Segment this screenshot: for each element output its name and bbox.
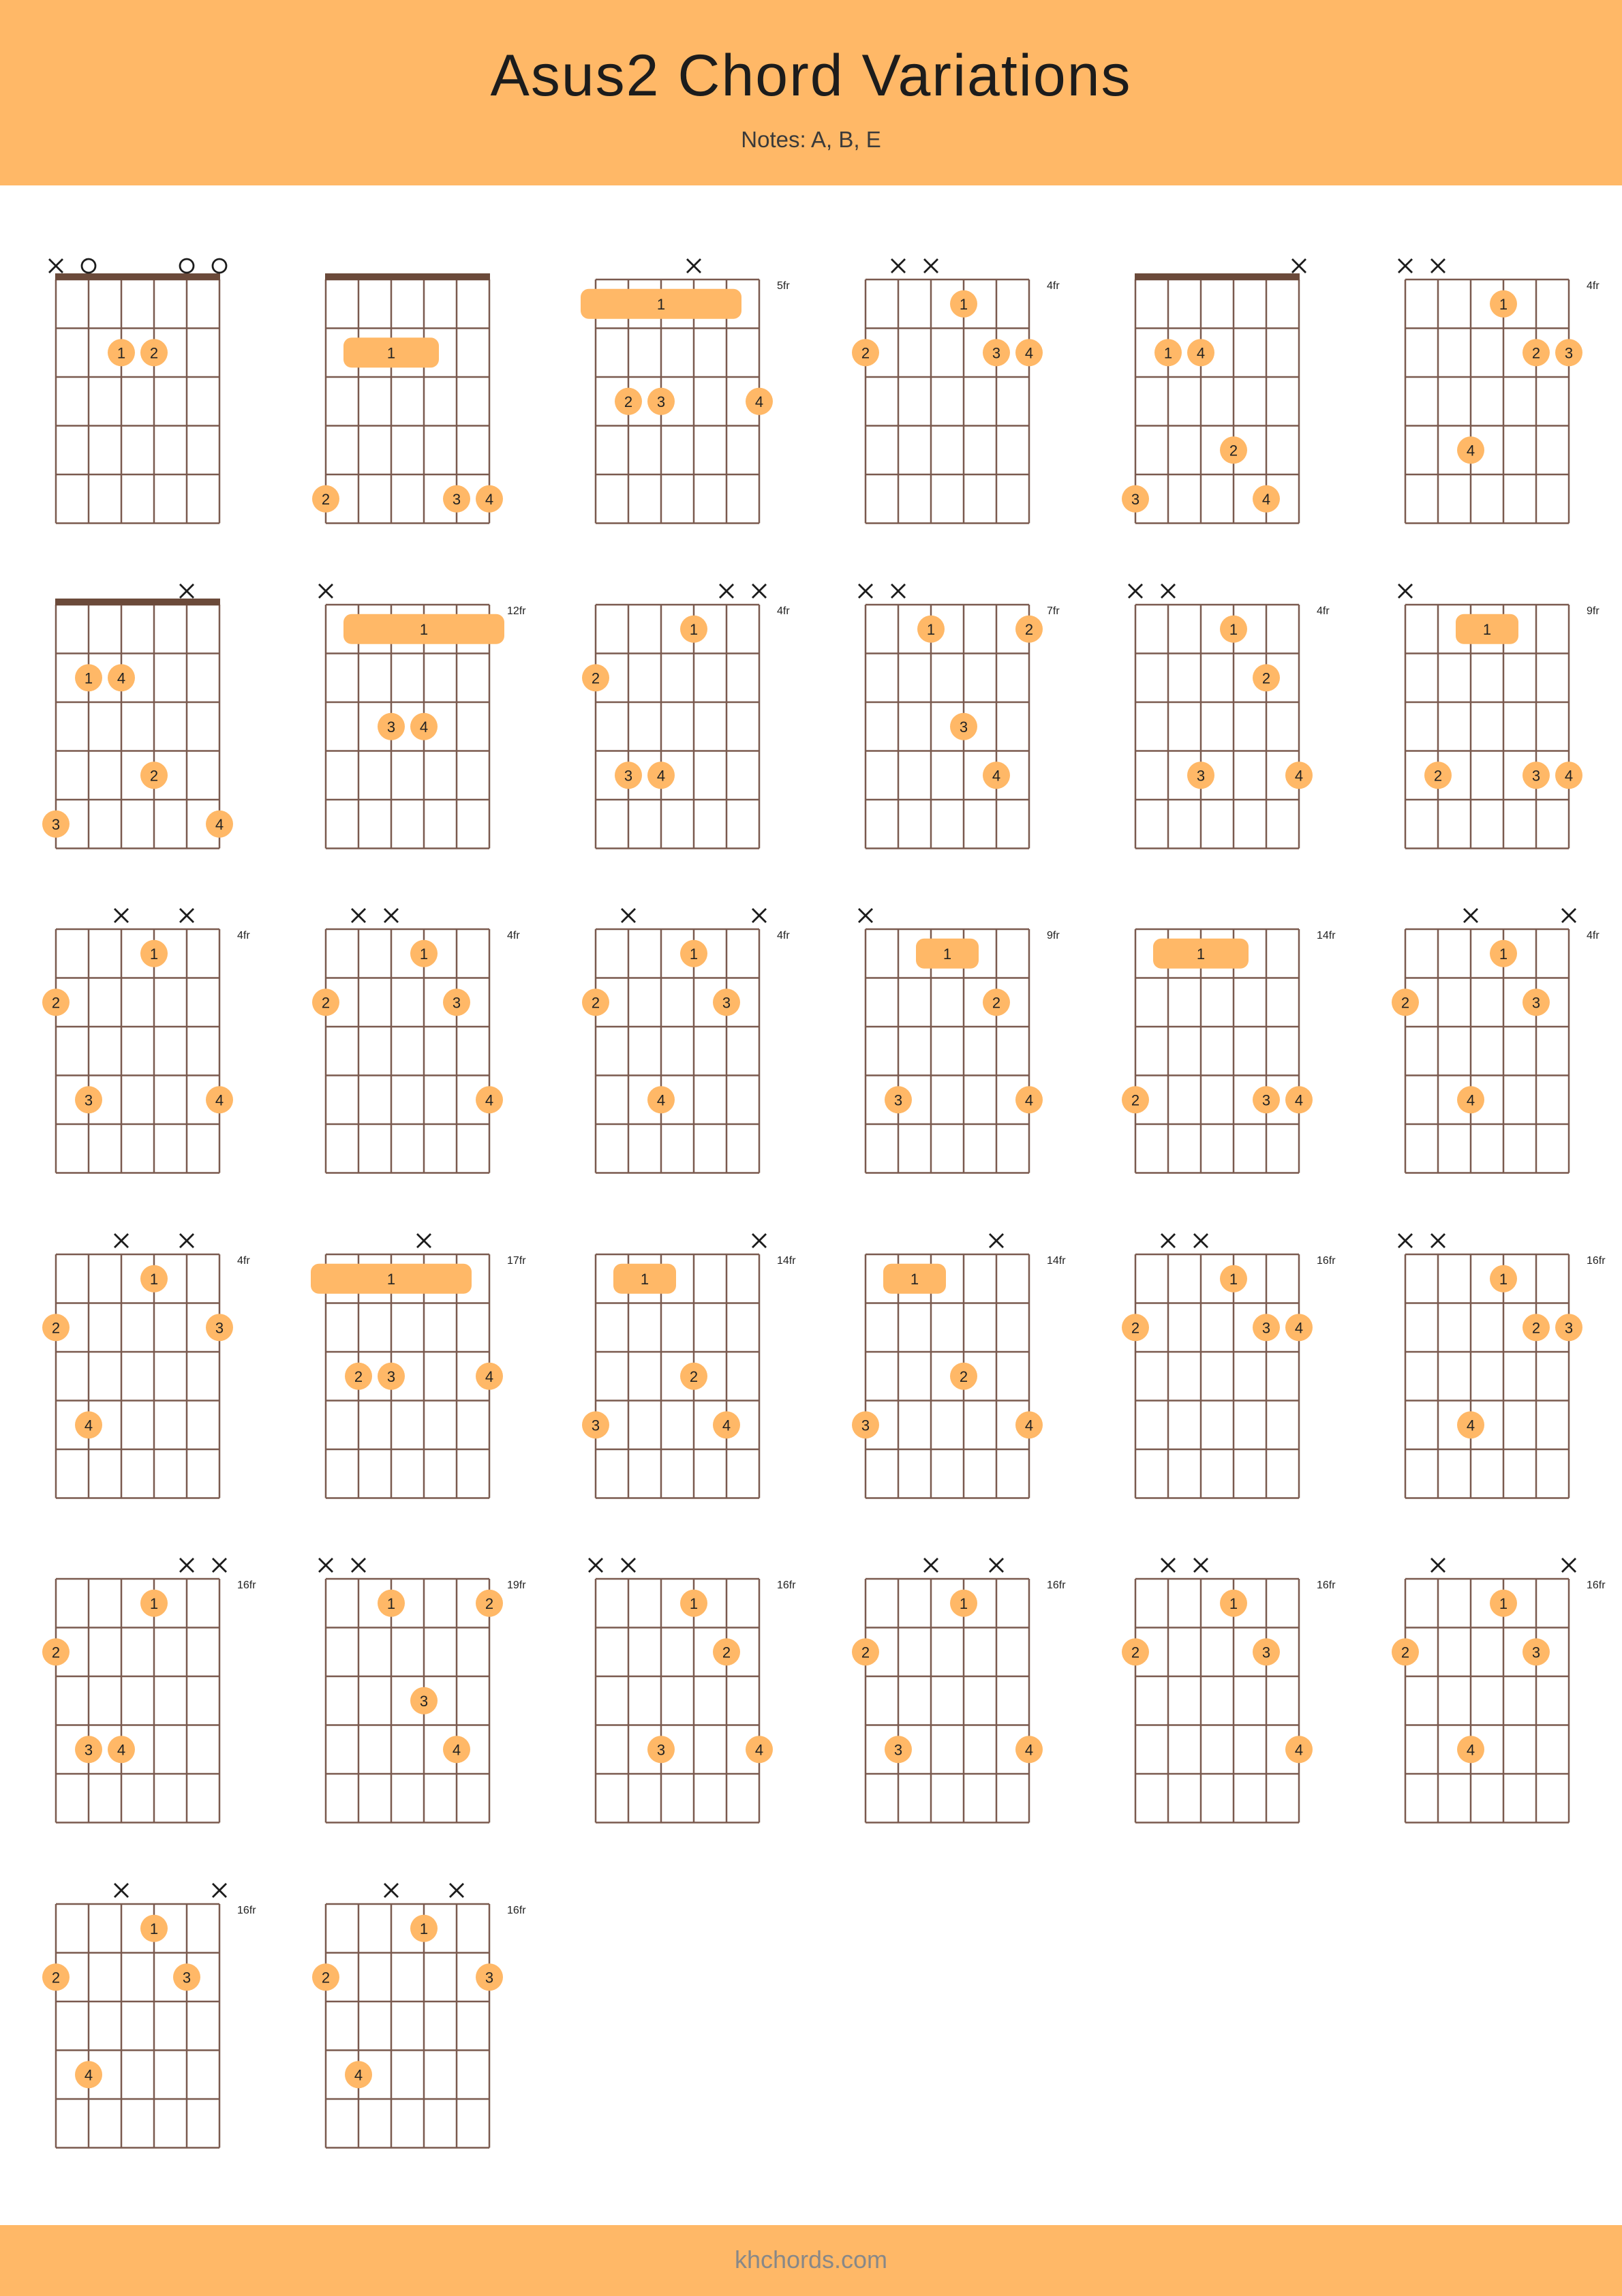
chord-diagram: [319, 584, 526, 849]
chord-diagram: [1122, 1234, 1336, 1498]
finger-number-label: 4: [656, 767, 666, 785]
finger-number-label: 4: [1466, 1741, 1475, 1759]
page-subtitle: Notes: A, B, E: [741, 127, 881, 152]
chord-diagram: [311, 1234, 526, 1498]
chord-diagram: [42, 1558, 256, 1823]
finger-number-label: 1: [117, 344, 126, 362]
finger-number-label: 3: [1261, 1644, 1271, 1661]
finger-number-label: 3: [1261, 1319, 1271, 1337]
chord-diagram: [852, 1558, 1066, 1823]
chord-diagram: [1122, 1558, 1336, 1823]
chord-diagram: [859, 584, 1060, 849]
fret-position-label: 16fr: [237, 1580, 256, 1591]
open-string-mark: [213, 259, 226, 273]
finger-number-label: 2: [722, 1644, 731, 1661]
chord-diagram: [42, 1234, 250, 1498]
chord-diagram: [42, 1884, 256, 2148]
barre-finger-label: 1: [656, 295, 666, 313]
finger-number-label: 4: [656, 1091, 666, 1109]
finger-number-label: 1: [1229, 620, 1238, 638]
fret-position-label: 14fr: [1317, 930, 1336, 941]
finger-number-label: 3: [386, 718, 396, 736]
finger-number-label: 3: [1564, 344, 1574, 362]
finger-number-label: 2: [51, 994, 61, 1012]
finger-number-label: 4: [722, 1417, 731, 1434]
finger-number-label: 1: [959, 295, 968, 313]
finger-number-label: 1: [386, 1595, 396, 1612]
finger-number-label: 3: [215, 1319, 224, 1337]
fret-position-label: 4fr: [1587, 930, 1600, 941]
finger-number-label: 2: [861, 344, 870, 362]
finger-number-label: 2: [624, 393, 633, 410]
fret-position-label: 14fr: [1047, 1255, 1066, 1267]
finger-number-label: 1: [689, 1595, 699, 1612]
chord-diagram: [1122, 929, 1336, 1173]
finger-number-label: 2: [321, 994, 331, 1012]
finger-number-label: 3: [1531, 1644, 1541, 1661]
finger-number-label: 3: [386, 1368, 396, 1385]
fret-position-label: 4fr: [237, 930, 250, 941]
finger-number-label: 2: [1229, 442, 1238, 459]
finger-number-label: 4: [117, 1741, 126, 1759]
finger-number-label: 2: [861, 1644, 870, 1661]
chord-diagram: [42, 584, 233, 849]
finger-number-label: 2: [591, 994, 600, 1012]
finger-number-label: 3: [419, 1692, 429, 1710]
finger-number-label: 3: [84, 1091, 93, 1109]
finger-number-label: 3: [1564, 1319, 1574, 1337]
fret-position-label: 4fr: [237, 1255, 250, 1267]
finger-number-label: 4: [84, 2066, 93, 2084]
finger-number-label: 4: [1294, 1319, 1304, 1337]
finger-number-label: 4: [1024, 344, 1034, 362]
finger-number-label: 2: [321, 1969, 331, 1987]
fret-position-label: 16fr: [1047, 1580, 1066, 1591]
fret-position-label: 16fr: [1317, 1580, 1336, 1591]
finger-number-label: 2: [959, 1368, 968, 1385]
finger-number-label: 3: [992, 344, 1001, 362]
finger-number-label: 2: [149, 767, 159, 785]
fret-position-label: 4fr: [1317, 605, 1330, 617]
barre-finger-label: 1: [386, 1270, 396, 1288]
nut: [1135, 273, 1300, 280]
chord-diagram: [582, 1234, 796, 1498]
page-title: Asus2 Chord Variations: [490, 43, 1132, 108]
fret-position-label: 5fr: [777, 280, 790, 292]
finger-number-label: 4: [84, 1417, 93, 1434]
chord-diagram: [859, 909, 1060, 1173]
finger-number-label: 2: [1401, 994, 1410, 1012]
finger-number-label: 2: [1131, 1091, 1140, 1109]
finger-number-label: 1: [149, 945, 159, 963]
chord-diagram: [1392, 909, 1600, 1173]
fret-position-label: 4fr: [777, 605, 790, 617]
chord-diagram: [852, 1234, 1066, 1498]
finger-number-label: 3: [1531, 767, 1541, 785]
finger-number-label: 4: [754, 393, 764, 410]
finger-number-label: 4: [1466, 1417, 1475, 1434]
open-string-mark: [180, 259, 194, 273]
fret-position-label: 16fr: [1587, 1255, 1606, 1267]
chord-diagram: [312, 273, 503, 524]
finger-number-label: 3: [893, 1741, 903, 1759]
fret-position-label: 19fr: [507, 1580, 526, 1591]
chord-diagram: [312, 1884, 526, 2148]
finger-number-label: 2: [1531, 1319, 1541, 1337]
finger-number-label: 4: [485, 1091, 494, 1109]
chord-diagram: [312, 909, 520, 1173]
finger-number-label: 4: [1294, 1091, 1304, 1109]
finger-number-label: 2: [51, 1644, 61, 1661]
barre-finger-label: 1: [1482, 620, 1492, 638]
chord-diagram: [1398, 584, 1600, 849]
finger-number-label: 2: [51, 1319, 61, 1337]
finger-number-label: 1: [1499, 1270, 1508, 1288]
chord-diagram: [1122, 259, 1306, 524]
chord-diagram: [49, 259, 226, 524]
finger-number-label: 3: [182, 1969, 192, 1987]
finger-number-label: 2: [992, 994, 1001, 1012]
fret-position-label: 16fr: [1317, 1255, 1336, 1267]
footer-banner: [0, 2225, 1622, 2296]
finger-number-label: 3: [84, 1741, 93, 1759]
finger-number-label: 1: [926, 620, 936, 638]
finger-number-label: 3: [893, 1091, 903, 1109]
finger-number-label: 2: [591, 669, 600, 687]
fret-position-label: 17fr: [507, 1255, 526, 1267]
chord-diagram: [582, 909, 790, 1173]
fret-position-label: 16fr: [1587, 1580, 1606, 1591]
finger-number-label: 1: [149, 1595, 159, 1612]
finger-number-label: 3: [1131, 490, 1140, 508]
finger-number-label: 3: [656, 393, 666, 410]
finger-number-label: 3: [452, 490, 461, 508]
finger-number-label: 2: [1531, 344, 1541, 362]
finger-number-label: 1: [1499, 945, 1508, 963]
finger-number-label: 3: [656, 1741, 666, 1759]
chord-diagram: [42, 909, 250, 1173]
finger-number-label: 4: [215, 815, 224, 833]
fret-position-label: 16fr: [507, 1905, 526, 1916]
finger-number-label: 4: [1024, 1741, 1034, 1759]
barre-finger-label: 1: [419, 620, 429, 638]
nut: [325, 273, 490, 280]
finger-number-label: 3: [485, 1969, 494, 1987]
finger-number-label: 3: [1531, 994, 1541, 1012]
finger-number-label: 4: [1261, 490, 1271, 508]
fret-position-label: 4fr: [1047, 280, 1060, 292]
finger-number-label: 4: [419, 718, 429, 736]
finger-number-label: 1: [1163, 344, 1173, 362]
fret-position-label: 9fr: [1047, 930, 1060, 941]
finger-number-label: 1: [1499, 1595, 1508, 1612]
fret-position-label: 12fr: [507, 605, 526, 617]
finger-number-label: 4: [485, 490, 494, 508]
chord-diagram: [1398, 1234, 1606, 1498]
open-string-mark: [82, 259, 95, 273]
finger-number-label: 1: [1229, 1595, 1238, 1612]
finger-number-label: 4: [1196, 344, 1206, 362]
finger-number-label: 1: [149, 1920, 159, 1937]
chord-diagram: [582, 584, 790, 849]
finger-number-label: 1: [689, 620, 699, 638]
finger-number-label: 4: [1024, 1417, 1034, 1434]
barre-finger-label: 1: [386, 344, 396, 362]
fret-position-label: 7fr: [1047, 605, 1060, 617]
finger-number-label: 2: [1131, 1644, 1140, 1661]
finger-number-label: 4: [992, 767, 1001, 785]
chord-diagram: [1398, 259, 1600, 524]
finger-number-label: 1: [959, 1595, 968, 1612]
finger-number-label: 3: [861, 1417, 870, 1434]
finger-number-label: 3: [959, 718, 968, 736]
fret-position-label: 16fr: [237, 1905, 256, 1916]
fret-position-label: 9fr: [1587, 605, 1600, 617]
finger-number-label: 3: [452, 994, 461, 1012]
chord-diagram: [852, 259, 1060, 524]
finger-number-label: 4: [485, 1368, 494, 1385]
fret-position-label: 16fr: [777, 1580, 796, 1591]
chord-diagram: [1129, 584, 1330, 849]
finger-number-label: 4: [754, 1741, 764, 1759]
finger-number-label: 2: [354, 1368, 363, 1385]
finger-number-label: 2: [321, 490, 331, 508]
barre-finger-label: 1: [943, 945, 952, 963]
finger-number-label: 4: [452, 1741, 461, 1759]
finger-number-label: 2: [689, 1368, 699, 1385]
finger-number-label: 2: [149, 344, 159, 362]
chord-diagram: [581, 259, 790, 524]
finger-number-label: 2: [485, 1595, 494, 1612]
nut: [55, 599, 220, 605]
fret-position-label: 4fr: [777, 930, 790, 941]
chord-diagram: [319, 1558, 526, 1823]
finger-number-label: 3: [51, 815, 61, 833]
finger-number-label: 4: [1466, 1091, 1475, 1109]
finger-number-label: 4: [1564, 767, 1574, 785]
finger-number-label: 3: [591, 1417, 600, 1434]
finger-number-label: 1: [1229, 1270, 1238, 1288]
finger-number-label: 1: [419, 1920, 429, 1937]
finger-number-label: 4: [1294, 1741, 1304, 1759]
finger-number-label: 2: [51, 1969, 61, 1987]
finger-number-label: 4: [1466, 442, 1475, 459]
finger-number-label: 1: [689, 945, 699, 963]
finger-number-label: 2: [1024, 620, 1034, 638]
finger-number-label: 3: [624, 767, 633, 785]
chord-diagram: [1392, 1558, 1606, 1823]
fret-position-label: 4fr: [1587, 280, 1600, 292]
finger-number-label: 3: [1261, 1091, 1271, 1109]
nut: [55, 273, 220, 280]
fret-position-label: 14fr: [777, 1255, 796, 1267]
finger-number-label: 1: [1499, 295, 1508, 313]
finger-number-label: 1: [419, 945, 429, 963]
finger-number-label: 4: [215, 1091, 224, 1109]
chord-diagram: [589, 1558, 796, 1823]
finger-number-label: 4: [117, 669, 126, 687]
footer-link[interactable]: khchords.com: [734, 2246, 888, 2274]
finger-number-label: 4: [354, 2066, 363, 2084]
barre-finger-label: 1: [910, 1270, 919, 1288]
finger-number-label: 2: [1401, 1644, 1410, 1661]
finger-number-label: 3: [722, 994, 731, 1012]
fret-position-label: 4fr: [507, 930, 520, 941]
barre-finger-label: 1: [640, 1270, 649, 1288]
barre-finger-label: 1: [1196, 945, 1206, 963]
finger-number-label: 2: [1261, 669, 1271, 687]
finger-number-label: 1: [84, 669, 93, 687]
finger-number-label: 1: [149, 1270, 159, 1288]
finger-number-label: 2: [1131, 1319, 1140, 1337]
finger-number-label: 4: [1024, 1091, 1034, 1109]
finger-number-label: 3: [1196, 767, 1206, 785]
finger-number-label: 2: [1433, 767, 1443, 785]
finger-number-label: 4: [1294, 767, 1304, 785]
